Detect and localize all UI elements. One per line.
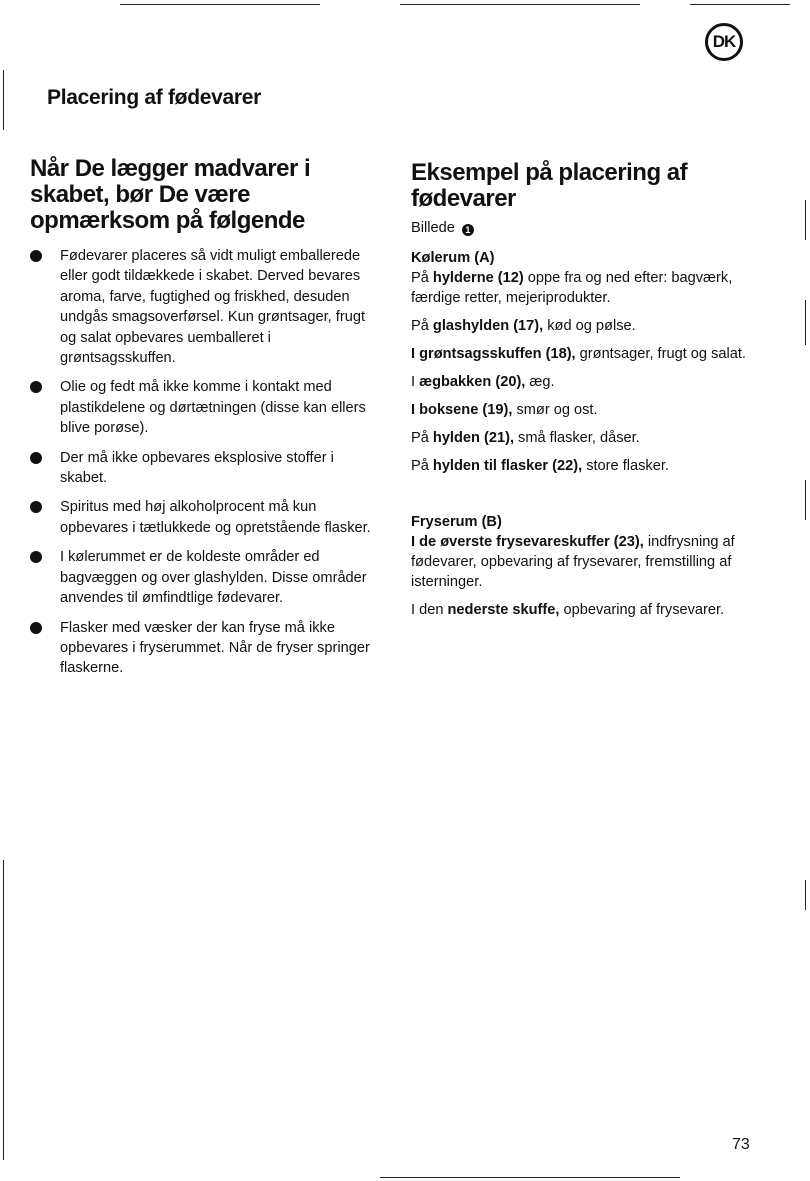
list-item [30,497,375,538]
scan-border-right [805,480,806,520]
bullet-icon [30,452,42,464]
left-heading: Når De lægger madvarer i skabet, bør De være opmærksom på følgende [30,155,311,234]
cooler-item: På hylderne (12) oppe fra og ned efter: bagværk, færdige retter, mejeriprodukter. [411,270,733,306]
scan-border-left [3,70,4,130]
cooler-item: I grøntsagsskuffen (18), grøntsager, frugt og salat. [411,346,746,362]
right-heading: Eksempel på placering af fødevarer [411,159,688,212]
figure-caption-text: Billede [411,220,455,236]
scan-border-top [120,4,320,5]
list-item [30,246,375,368]
list-item [30,377,375,438]
bullet-icon [30,501,42,513]
left-column [30,156,375,688]
scan-border-right [805,300,806,345]
bullet-text: Flasker med væsker der kan fryse må ikke opbevares i fryserummet. Når de fryser springer flaskerne. [60,619,370,677]
list-item [30,618,375,679]
section-title: Placering af fødevarer [47,86,261,109]
cooler-item: På hylden (21), små flasker, dåser. [411,430,640,446]
freezer-title: Fryserum (B) [411,514,502,530]
scan-border-bottom [380,1177,680,1178]
bullet-icon [30,381,42,393]
scan-border-left [3,860,4,1160]
bullet-list [30,246,375,679]
freezer-item: I de øverste frysevareskuffer (23), indfrysning af fødevarer, opbevaring af frysevarer, fremstilling af isterninger. [411,534,735,590]
scan-border-top [690,4,790,5]
scan-border-top [400,4,640,5]
bullet-icon [30,622,42,634]
right-column [411,160,781,628]
bullet-text: Spiritus med høj alkoholprocent må kun opbevares i tætlukkede og opretstående flasker. [60,499,371,536]
figure-number-badge: 1 [462,224,474,236]
cooler-item: I boksene (19), smør og ost. [411,402,598,418]
bullet-text: Der må ikke opbevares eksplosive stoffer i skabet. [60,449,334,487]
figure-caption [411,218,781,238]
cooler-title: Kølerum (A) [411,250,495,266]
country-badge: DK [705,23,743,61]
section-gap [411,484,781,512]
freezer-item: I den nederste skuffe, opbevaring af frysevarer. [411,602,725,618]
cooler-item: På glashylden (17), kød og pølse. [411,318,636,334]
cooler-item: På hylden til flasker (22), store flasker. [411,458,669,474]
bullet-text: I kølerummet er de koldeste områder ed bagvæggen og over glashylden. Disse områder anvendes til ømfindtlige fødevarer. [60,549,367,607]
scan-border-right [805,200,806,240]
page-number: 73 [732,1136,750,1153]
bullet-text: Olie og fedt må ikke komme i kontakt med plastikdelene og dørtætningen (disse kan ellers blive porøse). [60,379,366,437]
cooler-item: I ægbakken (20), æg. [411,374,555,390]
list-item [30,547,375,608]
list-item [30,448,375,489]
bullet-text: Fødevarer placeres så vidt muligt emballerede eller godt tildækkede i skabet. Derved bevares aroma, farve, fugtighed og friskhed, desuden undgås smagsoverførsel. Kun grøntsager, frugt og salat opbevares uemballeret i grøntsagsskuffen. [60,248,365,367]
bullet-icon [30,250,42,262]
bullet-icon [30,551,42,563]
scan-border-right [805,880,806,910]
